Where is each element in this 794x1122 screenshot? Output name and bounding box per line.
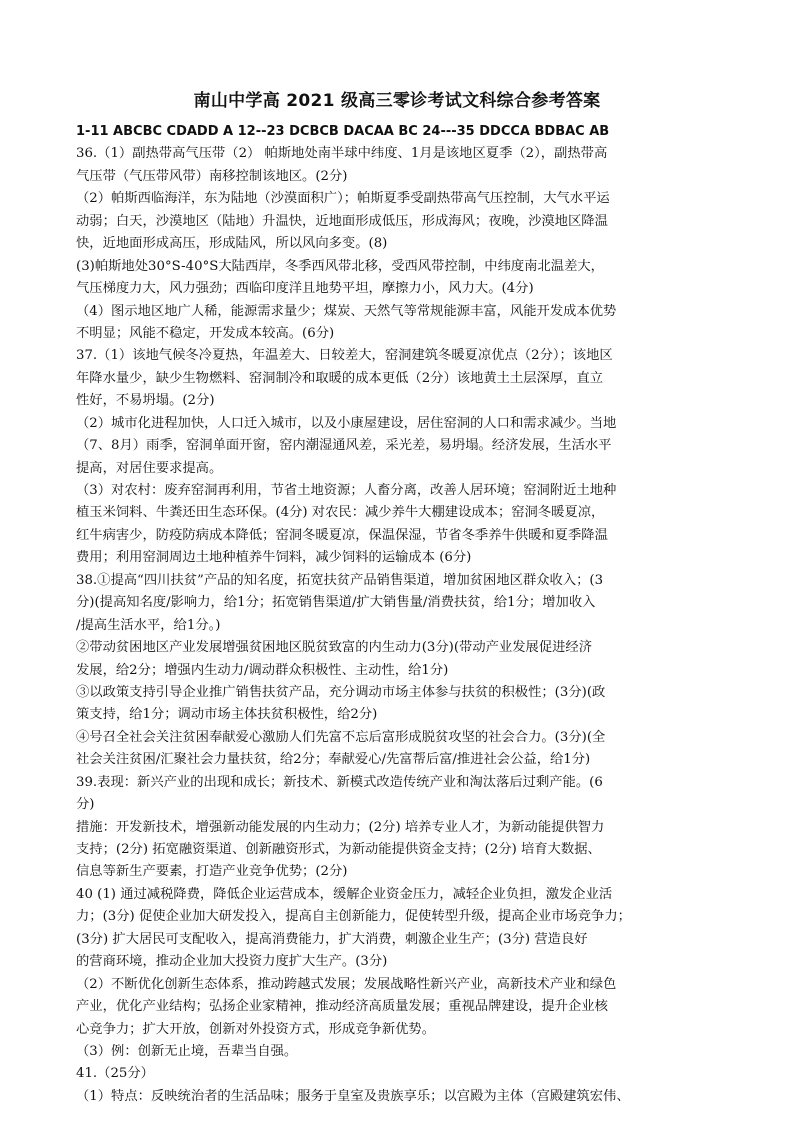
answer-line: (3)帕斯地处30°S-40°S大陆西岸，冬季西风带北移，受西风带控制，中纬度南北温差大， — [76, 258, 604, 274]
answer-line: 分) — [76, 797, 95, 813]
answer-line: 性好，不易坍塌。(2分) — [76, 393, 215, 409]
answer-line: ②带动贫困地区产业发展增强贫困地区脱贫致富的内生动力(3分)(带动产业发展促进经济 — [76, 640, 593, 656]
answer-line: （2）帕斯西临海洋，东为陆地（沙漠面积广）；帕斯夏季受副热带高气压控制，大气水平运 — [76, 191, 610, 207]
answer-line: （2）城市化进程加快，人口迁入城市，以及小康屋建设，居住窑洞的人口和需求减少。当地 — [76, 415, 617, 431]
document-title: 南山中学高 2021 级高三零诊考试文科综合参考答案 — [193, 91, 601, 111]
answer-line: ④号召全社会关注贫困奉献爱心激励人们先富不忘后富形成脱贫攻坚的社会合力。(3分)(全 — [76, 729, 606, 745]
answer-line: 36.（1）副热带高气压带（2） 帕斯地处南半球中纬度、1月是该地区夏季（2），副热带高 — [76, 146, 608, 162]
answer-line: （2）不断优化创新生态体系，推动跨越式发展；发展战略性新兴产业，高新技术产业和绿色 — [76, 976, 617, 992]
answer-line: 提高，对居住要求提高。 — [76, 460, 223, 476]
answer-line: 策支持，给1分；调动市场主体扶贫积极性，给2分) — [76, 707, 378, 723]
answer-line: 气压梯度力大，风力强劲；西临印度洋且地势平坦，摩擦力小，风力大。(4分) — [76, 281, 534, 297]
answer-line: （4）图示地区地广人稀，能源需求量少；煤炭、天然气等常规能源丰富，风能开发成本优势 — [76, 303, 617, 319]
answer-line: 气压带（气压带风带）南移控制该地区。(2分) — [76, 168, 348, 184]
answer-line: （1）特点：反映统治者的生活品味；服务于皇室及贵族享乐；以宫殿为主体（宫殿建筑宏伟、 — [76, 1088, 630, 1104]
answer-line: 力；(3分) 促使企业加大研发投入，提高自主创新能力，促使转型升级，提高企业市场竞争力； — [76, 909, 631, 925]
answer-line: 40 (1) 通过减税降费，降低企业运营成本，缓解企业资金压力，减轻企业负担，激发企业活 — [76, 886, 613, 902]
answer-line: 植玉米饲料、牛粪还田生态环保。(4分) 对农民：减少养牛大棚建设成本；窑洞冬暖夏凉， — [76, 505, 605, 521]
answer-line: （3）对农村：废弃窑洞再利用，节省土地资源；人畜分离，改善人居环境；窑洞附近土地种 — [76, 483, 617, 498]
answer-line: 的营商环境，推动企业加大投资力度扩大生产。(3分) — [76, 954, 388, 970]
answer-line: (3分) 扩大居民可支配收入，提高消费能力，扩大消费，刺激企业生产；(3分) 营造良好 — [76, 931, 588, 947]
answer-line: 发展，给2分；增强内生动力/调动群众积极性、主动性，给1分) — [76, 662, 449, 678]
answer-line: （7、8月）雨季，窑洞单面开窗，窑内潮湿通风差，采光差，易坍塌。经济发展，生活水平 — [76, 438, 612, 454]
answer-line: ③以政策支持引导企业推广销售扶贫产品，充分调动市场主体参与扶贫的积极性；(3分)(政 — [76, 684, 606, 700]
answer-line: 动弱；白天，沙漠地区（陆地）升温快，近地面形成低压，形成海风；夜晚，沙漠地区降温 — [76, 213, 608, 229]
answer-line: 分)(提高知名度/影响力，给1分；拓宽销售渠道/扩大销售量/消费扶贫，给1分；增加收入 — [76, 595, 596, 611]
answer-body — [76, 121, 722, 1108]
answer-line: 支持；(2分) 拓宽融资渠道、创新融资形式，为新动能提供资金支持；(2分) 培育大数据、 — [76, 842, 601, 857]
answer-line: 社会关注贫困/汇聚社会力量扶贫，给2分；奉献爱心/先富帮后富/推进社会公益，给1分) — [76, 752, 591, 768]
multiple-choice-answers: 1-11 ABCBC CDADD A 12--23 DCBCB DACAA BC 24---35 DDCCA BDBAC AB — [76, 124, 610, 139]
answer-line: 不明显；风能不稳定，开发成本较高。(6分) — [76, 325, 335, 341]
answer-line: 信息等新生产要素，打造产业竞争优势；(2分) — [76, 864, 348, 880]
answer-line: 措施：开发新技术，增强新动能发展的内生动力；(2分) 培养专业人才，为新动能提供智力 — [76, 819, 605, 835]
answer-line: 费用；利用窑洞周边土地种植养牛饲料，减少饲料的运输成本 (6分) — [76, 550, 472, 566]
answer-line: 产业，优化产业结构；弘扬企业家精神，推动经济高质量发展；重视品牌建设，提升企业核 — [76, 999, 608, 1015]
answer-line: /提高生活水平，给1分。) — [76, 617, 221, 633]
answer-line: （3）例：创新无止境，吾辈当自强。 — [76, 1043, 298, 1059]
answer-line: 38.①提高“四川扶贫”产品的知名度，拓宽扶贫产品销售渠道，增加贫困地区群众收入；(3 — [76, 572, 604, 588]
answer-line: 41.（25分） — [76, 1066, 154, 1082]
answer-line: 快，近地面形成高压，形成陆风，所以风向多变。(8) — [76, 236, 388, 252]
answer-line: 心竞争力；扩大开放，创新对外投资方式，形成竞争新优势。 — [76, 1021, 436, 1037]
answer-line: 39.表现：新兴产业的出现和成长；新技术、新模式改造传统产业和淘汰落后过剩产能。(6 — [76, 774, 603, 790]
answer-line: 37.（1）该地气候冬冷夏热，年温差大、日较差大，窑洞建筑冬暖夏凉优点（2分）；该地区 — [76, 348, 613, 364]
answer-line: 年降水量少，缺少生物燃料、窑洞制冷和取暖的成本更低（2分）该地黄土土层深厚，直立 — [76, 370, 604, 386]
answer-line: 红牛病害少，防疫防病成本降低；窑洞冬暖夏凉，保温保湿，节省冬季养牛供暖和夏季降温 — [76, 527, 608, 543]
